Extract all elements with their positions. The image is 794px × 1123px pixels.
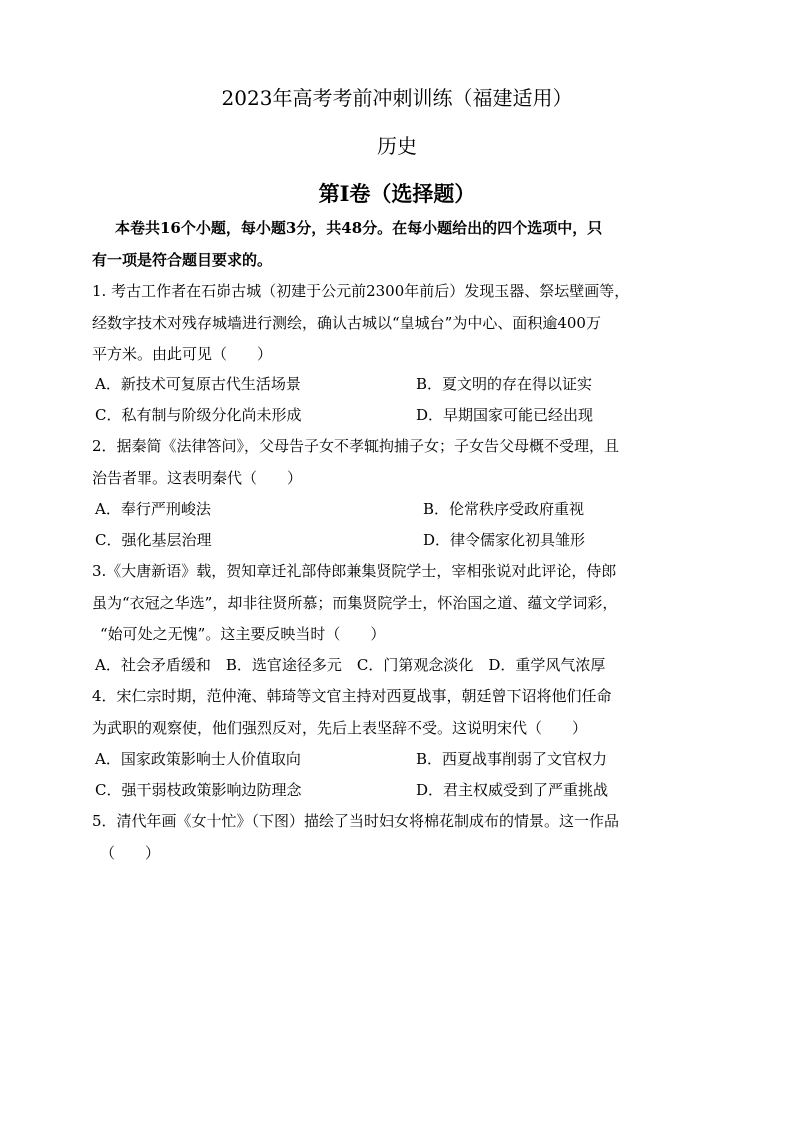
question-1-line-1: 1. 考古工作者在石峁古城（初建于公元前2300年前后）发现玉器、祭坛壁画等， (92, 282, 630, 300)
instructions-line-1: 本卷共16个小题，每小题3分，共48分。在每小题给出的四个选项中，只 (115, 219, 603, 237)
question-3-line-1: 3.《大唐新语》载，贺知章迁礼部侍郎兼集贤院学士，宰相张说对此评论，侍郎 (92, 562, 617, 580)
section-title: 第Ⅰ卷（选择题） (318, 181, 476, 206)
question-5-line-2: （ ） (100, 844, 161, 862)
question-4-line-1: 4．宋仁宗时期，范仲淹、韩琦等文官主持对西夏战事，朝廷曾下诏将他们任命 (92, 687, 612, 705)
question-1-option-a[interactable]: A．新技术可复原古代生活场景 (95, 375, 301, 393)
question-3-line-2: 虽为“衣冠之华选”，却非往贤所慕；而集贤院学士，怀治国之道、蕴文学词彩， (92, 594, 618, 612)
question-4-option-c[interactable]: C．强干弱枝政策影响边防理念 (95, 781, 302, 799)
exam-title: 2023年高考考前冲刺训练（福建适用） (221, 86, 573, 110)
question-3-options[interactable]: A．社会矛盾缓和 B．选官途径多元 C．门第观念淡化 D．重学风气浓厚 (95, 656, 606, 674)
question-2-option-c[interactable]: C．强化基层治理 (95, 531, 212, 549)
question-4-line-2: 为武职的观察使，他们强烈反对，先后上表坚辞不受。这说明宋代（ ） (92, 719, 588, 737)
question-5-line-1: 5．清代年画《女十忙》（下图）描绘了当时妇女将棉花制成布的情景。这一作品 (92, 812, 620, 830)
instructions-line-2: 有一项是符合题目要求的。 (92, 251, 273, 269)
question-2-option-b[interactable]: B．伦常秩序受政府重视 (423, 500, 585, 518)
question-2-line-2: 治告者罪。这表明秦代（ ） (92, 469, 303, 487)
question-4-option-b[interactable]: B．西夏战事削弱了文官权力 (416, 750, 608, 768)
question-4-option-a[interactable]: A．国家政策影响士人价值取向 (95, 750, 301, 768)
question-2-option-a[interactable]: A．奉行严刑峻法 (95, 500, 211, 518)
question-1-option-d[interactable]: D．早期国家可能已经出现 (416, 406, 594, 424)
question-1-option-c[interactable]: C．私有制与阶级分化尚未形成 (95, 406, 302, 424)
question-2-line-1: 2．据秦简《法律答问》，父母告子女不孝辄拘捕子女；子女告父母概不受理，且 (92, 437, 620, 455)
question-2-option-d[interactable]: D．律令儒家化初具雏形 (423, 531, 586, 549)
question-3-line-3: “始可处之无愧”。这主要反映当时（ ） (100, 625, 386, 643)
question-4-option-d[interactable]: D．君主权威受到了严重挑战 (416, 781, 609, 799)
question-1-line-3: 平方米。由此可见（ ） (92, 345, 273, 363)
question-1-option-b[interactable]: B．夏文明的存在得以证实 (416, 375, 593, 393)
subject-title: 历史 (377, 134, 417, 158)
question-1-line-2: 经数字技术对残存城墙进行测绘，确认古城以“皇城台”为中心、面积逾400万 (92, 314, 601, 332)
